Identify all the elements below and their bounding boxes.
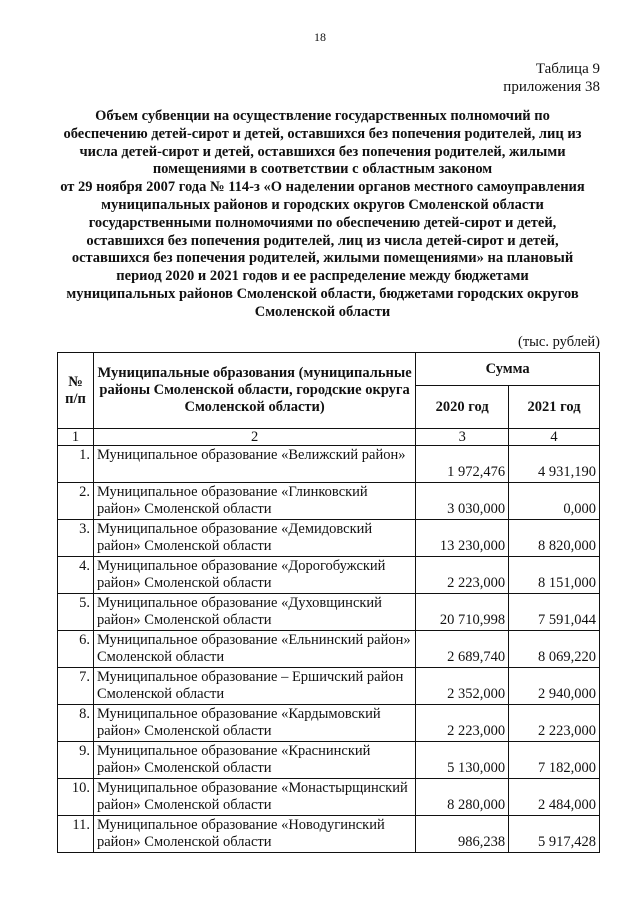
municipality-name: Муниципальное образование «Монастырщинский район» Смоленской области [93, 779, 415, 816]
amount-2020: 2 223,000 [416, 557, 509, 594]
column-index: 4 [509, 429, 600, 446]
units-label: (тыс. рублей) [518, 334, 600, 350]
title-line: Смоленской области [254, 303, 391, 320]
amount-2020: 986,238 [416, 816, 509, 853]
header-2021: 2021 год [509, 386, 600, 429]
subvention-table [57, 352, 600, 853]
header-municipality: Муниципальные образования (муниципальные районы Смоленской области, городские округа Смоленской области) [93, 353, 415, 429]
amount-2021: 0,000 [509, 483, 600, 520]
amount-2020: 2 352,000 [416, 668, 509, 705]
page-number: 18 [314, 30, 326, 44]
municipality-name: Муниципальное образование «Дорогобужский район» Смоленской области [93, 557, 415, 594]
caption-table-number: Таблица 9 [535, 61, 600, 77]
amount-2020: 13 230,000 [416, 520, 509, 557]
title-line: обеспечению детей-сирот и детей, оставшихся без попечения родителей, лиц из [63, 125, 582, 142]
document-title [45, 108, 600, 322]
row-number: 3. [58, 520, 94, 557]
municipality-name: Муниципальное образование «Глинковский район» Смоленской области [93, 483, 415, 520]
column-index-row [58, 429, 600, 446]
header-number: № п/п [58, 353, 94, 429]
title-line: от 29 ноября 2007 года № 114-з «О наделении органов местного самоуправления [60, 179, 585, 196]
table-row [58, 594, 600, 631]
table-row [58, 816, 600, 853]
amount-2021: 7 591,044 [509, 594, 600, 631]
amount-2021: 2 223,000 [509, 705, 600, 742]
amount-2021: 7 182,000 [509, 742, 600, 779]
title-line: числа детей-сирот и детей, оставшихся без попечения родителей, жилыми [79, 143, 566, 160]
row-number: 8. [58, 705, 94, 742]
row-number: 1. [58, 446, 94, 483]
table-row [58, 520, 600, 557]
amount-2021: 2 940,000 [509, 668, 600, 705]
amount-2021: 8 820,000 [509, 520, 600, 557]
municipality-name: Муниципальное образование «Духовщинский район» Смоленской области [93, 594, 415, 631]
amount-2020: 2 223,000 [416, 705, 509, 742]
row-number: 10. [58, 779, 94, 816]
municipality-name: Муниципальное образование «Новодугинский район» Смоленской области [93, 816, 415, 853]
row-number: 11. [58, 816, 94, 853]
header-2020: 2020 год [416, 386, 509, 429]
table-row [58, 668, 600, 705]
title-line: государственными полномочиями по обеспечению детей-сирот и детей, [88, 214, 557, 231]
column-index: 2 [93, 429, 415, 446]
row-number: 4. [58, 557, 94, 594]
table-row [58, 631, 600, 668]
row-number: 6. [58, 631, 94, 668]
amount-2021: 8 151,000 [509, 557, 600, 594]
municipality-name: Муниципальное образование – Ершичский район Смоленской области [93, 668, 415, 705]
row-number: 2. [58, 483, 94, 520]
table-row [58, 779, 600, 816]
title-line: период 2020 и 2021 годов и ее распределение между бюджетами [116, 268, 529, 285]
amount-2021: 5 917,428 [509, 816, 600, 853]
amount-2020: 1 972,476 [416, 446, 509, 483]
amount-2020: 3 030,000 [416, 483, 509, 520]
title-line: муниципальных районов и городских округов Смоленской области [101, 196, 544, 213]
municipality-name: Муниципальное образование «Ельнинский район» Смоленской области [93, 631, 415, 668]
table-row [58, 446, 600, 483]
municipality-name: Муниципальное образование «Демидовский район» Смоленской области [93, 520, 415, 557]
row-number: 9. [58, 742, 94, 779]
table-caption [503, 60, 600, 96]
table-row [58, 557, 600, 594]
municipality-name: Муниципальное образование «Велижский район» [93, 446, 415, 483]
table-row [58, 742, 600, 779]
title-line: Объем субвенции на осуществление государственных полномочий по [95, 108, 550, 124]
amount-2021: 2 484,000 [509, 779, 600, 816]
amount-2021: 4 931,190 [509, 446, 600, 483]
amount-2020: 20 710,998 [416, 594, 509, 631]
row-number: 7. [58, 668, 94, 705]
amount-2021: 8 069,220 [509, 631, 600, 668]
caption-appendix: приложения 38 [503, 79, 600, 95]
title-line: оставшихся без попечения родителей, лиц из числа детей-сирот и детей, [86, 232, 559, 249]
title-line: оставшихся без попечения родителей, жилыми помещениями» на плановый [71, 250, 574, 267]
title-line: помещениями в соответствии с областным законом [152, 161, 493, 178]
header-sum: Сумма [416, 353, 600, 386]
column-index: 3 [416, 429, 509, 446]
title-line: муниципальных районов Смоленской области, бюджетами городских округов [66, 285, 579, 302]
table-row [58, 483, 600, 520]
amount-2020: 8 280,000 [416, 779, 509, 816]
row-number: 5. [58, 594, 94, 631]
municipality-name: Муниципальное образование «Краснинский район» Смоленской области [93, 742, 415, 779]
amount-2020: 2 689,740 [416, 631, 509, 668]
municipality-name: Муниципальное образование «Кардымовский район» Смоленской области [93, 705, 415, 742]
amount-2020: 5 130,000 [416, 742, 509, 779]
table-row [58, 705, 600, 742]
column-index: 1 [58, 429, 94, 446]
